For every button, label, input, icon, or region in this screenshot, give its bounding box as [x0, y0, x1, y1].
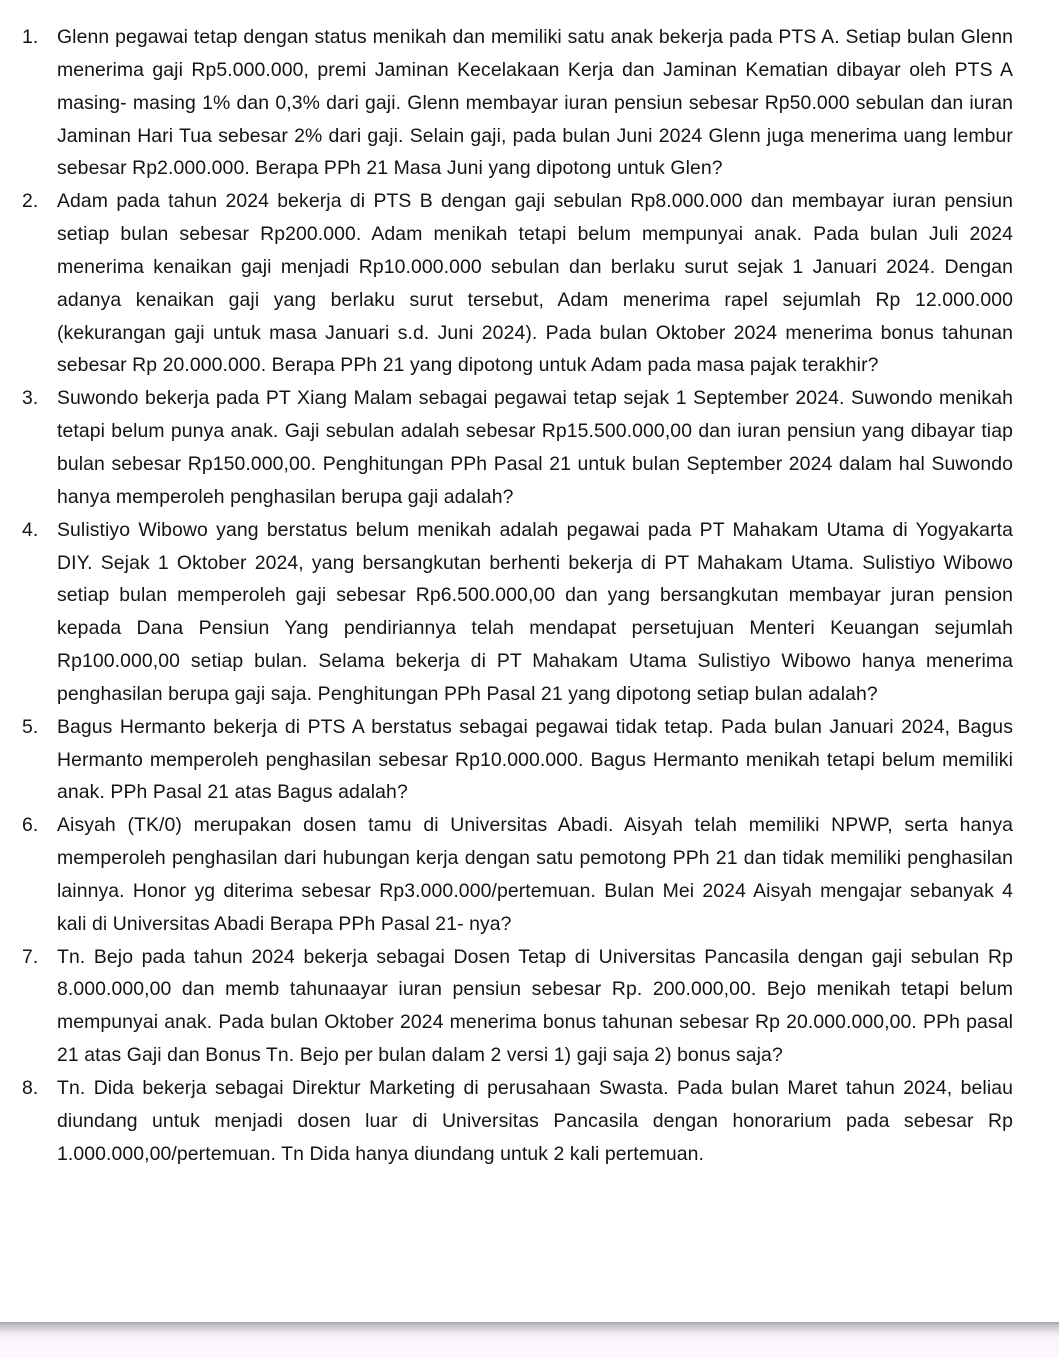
- item-text: Adam pada tahun 2024 bekerja di PTS B dengan gaji sebulan Rp8.000.000 dan membayar iuran pensiun setiap bulan sebesar Rp200.000. Adam menikah tetapi belum mempunyai anak. Pada bulan Juli 2024 menerima kenaikan gaji menjadi Rp10.000.000 sebulan dan berlaku surut sejak 1 Januari 2024. Dengan adanya kenaikan gaji yang berlaku surut tersebut, Adam menerima rapel sejumlah Rp 12.000.000 (kekurangan gaji untuk masa Januari s.d. Juni 2024). Pada bulan Oktober 2024 menerima bonus tahunan sebesar Rp 20.000.000. Berapa PPh 21 yang dipotong untuk Adam pada masa pajak terakhir?: [57, 190, 1013, 377]
- item-text: Bagus Hermanto bekerja di PTS A berstatus sebagai pegawai tidak tetap. Pada bulan Januari 2024, Bagus Hermanto memperoleh penghasilan sebesar Rp10.000.000. Bagus Hermanto menikah tetapi belum memiliki anak. PPh Pasal 21 atas Bagus adalah?: [57, 715, 1013, 804]
- item-number: 7.: [22, 945, 39, 968]
- item-text: Tn. Bejo pada tahun 2024 bekerja sebagai Dosen Tetap di Universitas Pancasila dengan gaji sebulan Rp 8.000.000,00 dan memb tahunaayar iuran pensiun sebesar Rp. 200.000,00. Bejo menikah tetapi belum mempunyai anak. Pada bulan Oktober 2024 menerima bonus tahunan sebesar Rp 20.000.000,00. PPh pasal 21 atas Gaji dan Bonus Tn. Bejo per bulan dalam 2 versi 1) gaji saja 2) bonus saja?: [57, 945, 1013, 1067]
- page-bottom-shadow: [0, 1322, 1059, 1358]
- item-number: 8.: [22, 1077, 39, 1099]
- list-item-2: [22, 185, 1013, 382]
- item-text: Sulistiyo Wibowo yang berstatus belum menikah adalah pegawai pada PT Mahakam Utama di Yogyakarta DIY. Sejak 1 Oktober 2024, yang bersangkutan berhenti bekerja di PT Mahakam Utama. Sulistiyo Wibowo setiap bulan memperoleh gaji sebesar Rp6.500.000,00 dan yang bersangkutan membayar juran pension kepada Dana Pensiun Yang pendiriannya telah mendapat persetujuan Menteri Keuangan sejumlah Rp100.000,00 setiap bulan. Selama bekerja di PT Mahakam Utama Sulistiyo Wibowo hanya menerima penghasilan berupa gaji saja. Penghitungan PPh Pasal 21 yang dipotong setiap bulan adalah?: [57, 518, 1013, 705]
- list-item-5: [22, 711, 1013, 810]
- list-item-8: [22, 1072, 1013, 1171]
- item-text: Glenn pegawai tetap dengan status menikah dan memiliki satu anak bekerja pada PTS A. Setiap bulan Glenn menerima gaji Rp5.000.000, premi Jaminan Kecelakaan Kerja dan Jaminan Kematian dibayar oleh PTS A masing- masing 1% dan 0,3% dari gaji. Glenn membayar iuran pensiun sebesar Rp50.000 sebulan dan iuran Jaminan Hari Tua sebesar 2% dari gaji. Selain gaji, pada bulan Juni 2024 Glenn juga menerima uang lembur sebesar Rp2.000.000. Berapa PPh 21 Masa Juni yang dipotong untuk Glen?: [57, 26, 1013, 180]
- item-number: 2.: [22, 190, 39, 213]
- item-text: Aisyah (TK/0) merupakan dosen tamu di Universitas Abadi. Aisyah telah memiliki NPWP, serta hanya memperoleh penghasilan dari hubungan kerja dengan satu pemotong PPh 21 dan tidak memiliki penghasilan lainnya. Honor yg diterima sebesar Rp3.000.000/pertemuan. Bulan Mei 2024 Aisyah mengajar sebanyak 4 kali di Universitas Abadi Berapa PPh Pasal 21- nya?: [57, 814, 1013, 935]
- item-text: Suwondo bekerja pada PT Xiang Malam sebagai pegawai tetap sejak 1 September 2024. Suwondo menikah tetapi belum punya anak. Gaji sebulan adalah sebesar Rp15.500.000,00 dan iuran pensiun yang dibayar tiap bulan sebesar Rp150.000,00. Penghitungan PPh Pasal 21 untuk bulan September 2024 dalam hal Suwondo hanya memperoleh penghasilan berupa gaji adalah?: [57, 387, 1013, 508]
- list-item-6: [22, 809, 1013, 940]
- item-number: 6.: [22, 814, 39, 837]
- item-number: 1.: [22, 26, 39, 48]
- item-number: 4.: [22, 518, 39, 541]
- item-number: 5.: [22, 715, 39, 738]
- item-text: Tn. Dida bekerja sebagai Direktur Marketing di perusahaan Swasta. Pada bulan Maret tahun 2024, beliau diundang untuk menjadi dosen luar di Universitas Pancasila dengan honorarium pada sebesar Rp 1.000.000,00/pertemuan. Tn Dida hanya diundang untuk 2 kali pertemuan.: [57, 1077, 1013, 1165]
- item-number: 3.: [22, 387, 39, 410]
- list-item-4: [22, 514, 1013, 711]
- list-item-7: [22, 941, 1013, 1072]
- list-item-3: [22, 382, 1013, 513]
- list-item-1: [22, 21, 1013, 185]
